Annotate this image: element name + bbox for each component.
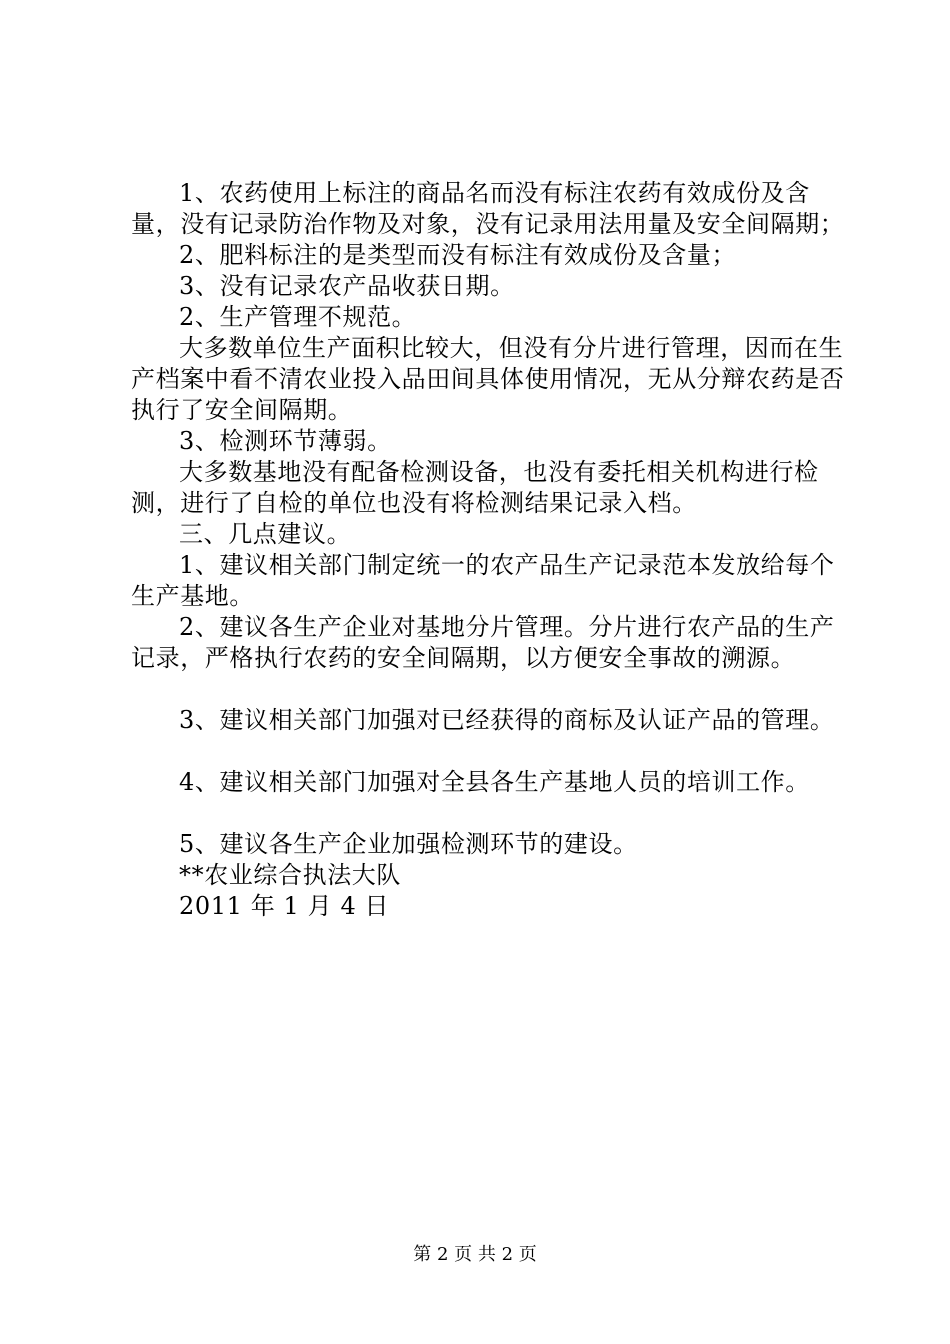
suggestion-2: 2、建议各生产企业对基地分片管理。分片进行农产品的生产记录，严格执行农药的安全间隔期，以方便安全事故的溯源。 xyxy=(131,613,835,672)
document-body xyxy=(131,178,851,922)
paragraph-2: 2、肥料标注的是类型而没有标注有效成份及含量； xyxy=(179,241,737,269)
paragraph-5: 大多数单位生产面积比较大，但没有分片进行管理，因而在生产档案中看不清农业投入品田间具体使用情况，无从分辩农药是否执行了安全间隔期。 xyxy=(131,334,845,424)
paragraph-spacer xyxy=(131,798,851,829)
suggestion-3: 3、建议相关部门加强对已经获得的商标及认证产品的管理。 xyxy=(179,706,835,734)
date: 2011 年 1 月 4 日 xyxy=(179,892,390,920)
suggestion-1: 1、建议相关部门制定统一的农产品生产记录范本发放给每个生产基地。 xyxy=(131,551,835,610)
section-heading-2: 2、生产管理不规范。 xyxy=(179,303,417,331)
page-footer xyxy=(0,1244,950,1266)
section-heading-3: 3、检测环节薄弱。 xyxy=(179,427,392,455)
paragraph-3: 3、没有记录农产品收获日期。 xyxy=(179,272,515,300)
paragraph-spacer xyxy=(131,674,851,705)
paragraph-spacer xyxy=(131,736,851,767)
signature: **农业综合执法大队 xyxy=(179,861,401,889)
suggestion-5: 5、建议各生产企业加强检测环节的建设。 xyxy=(179,830,638,858)
section-heading-suggestions: 三、几点建议。 xyxy=(179,520,352,548)
paragraph-1: 1、农药使用上标注的商品名而没有标注农药有效成份及含量，没有记录防治作物及对象，没有记录用法用量及安全间隔期； xyxy=(131,179,845,238)
paragraph-7: 大多数基地没有配备检测设备，也没有委托相关机构进行检测，进行了自检的单位也没有将检测结果记录入档。 xyxy=(131,458,819,517)
page-number: 第 2 页 共 2 页 xyxy=(413,1244,537,1265)
suggestion-4: 4、建议相关部门加强对全县各生产基地人员的培训工作。 xyxy=(179,768,810,796)
